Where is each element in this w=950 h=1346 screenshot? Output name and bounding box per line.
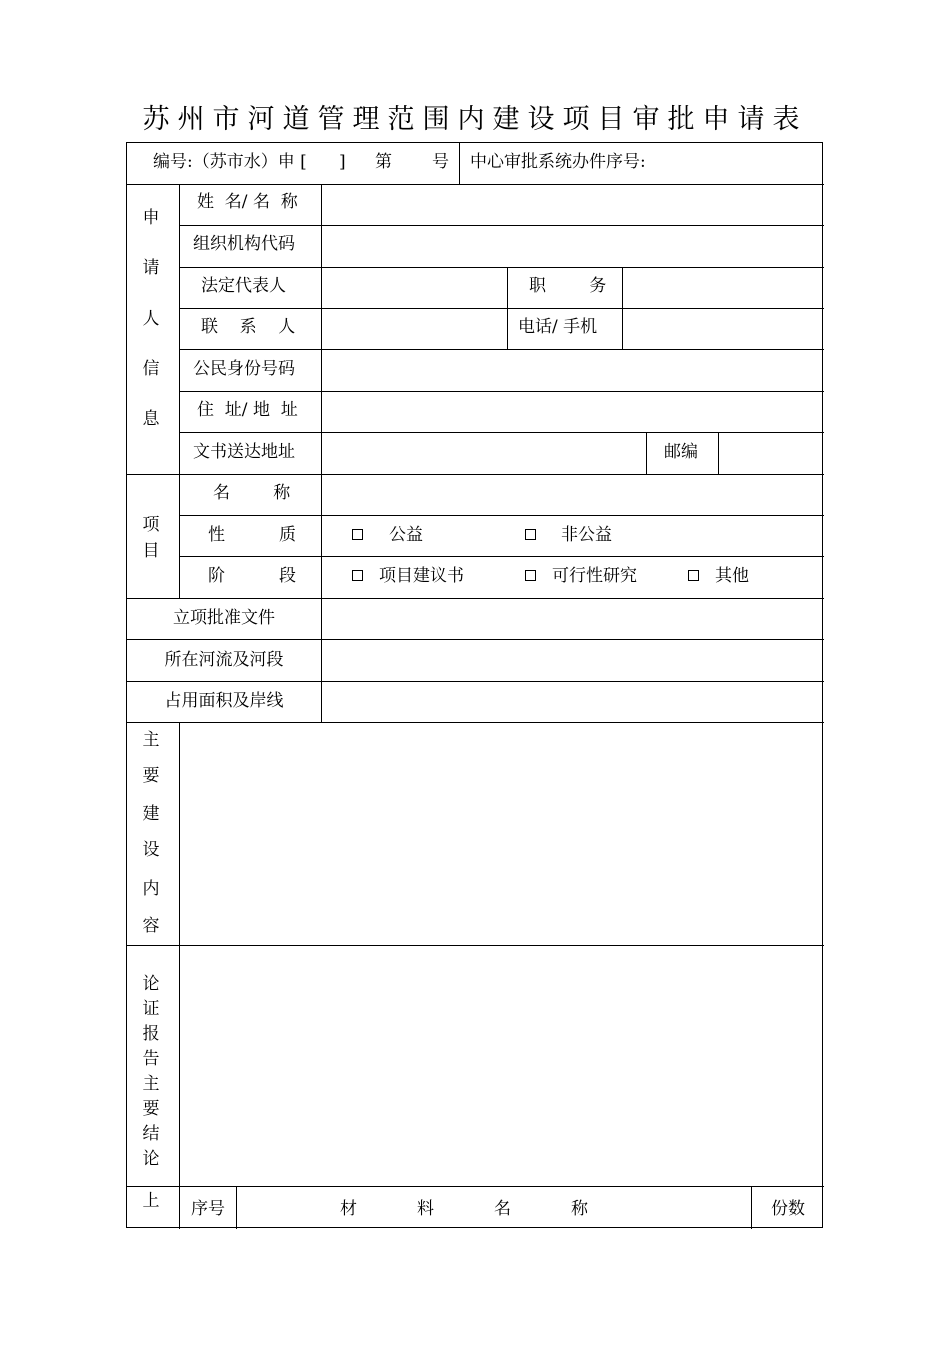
contact-label: 联 系 人 xyxy=(201,317,296,337)
section-char: 要 xyxy=(142,1099,160,1119)
conclusion-field[interactable] xyxy=(180,946,823,1186)
legal-rep-label: 法定代表人 xyxy=(201,276,286,296)
id-label: 公民身份号码 xyxy=(193,359,295,379)
section-char: 要 xyxy=(142,766,160,786)
proposal-option-label: 项目建议书 xyxy=(379,566,464,586)
river-field[interactable] xyxy=(322,640,823,681)
doc-address-field[interactable] xyxy=(322,433,646,474)
serial-label: 编号:（苏市水）申 [ xyxy=(153,152,307,172)
col-divider xyxy=(646,432,647,474)
section-char: 人 xyxy=(142,309,160,329)
section-char: 项 xyxy=(142,515,160,535)
phone-label: 电话/ 手机 xyxy=(518,317,598,337)
section-char: 请 xyxy=(142,258,160,278)
postcode-label: 邮编 xyxy=(664,442,698,462)
section-char: 建 xyxy=(142,804,160,824)
address-field[interactable] xyxy=(322,392,823,432)
section-char: 报 xyxy=(142,1024,160,1044)
applicant-section-label xyxy=(140,184,162,474)
section-char: 论 xyxy=(142,1149,160,1169)
serial-di: 第 xyxy=(375,152,392,172)
section-char: 信 xyxy=(142,359,160,379)
other-checkbox[interactable] xyxy=(688,570,699,581)
section-char: 内 xyxy=(142,879,160,899)
section-char: 息 xyxy=(142,409,160,429)
section-char: 主 xyxy=(142,1074,160,1094)
non-public-welfare-checkbox[interactable] xyxy=(525,529,536,540)
section-char: 主 xyxy=(142,730,160,750)
seq-label: 序号 xyxy=(191,1199,225,1219)
section-char: 告 xyxy=(142,1049,160,1069)
main-content-field[interactable] xyxy=(180,723,823,945)
application-form xyxy=(126,142,823,1228)
serial-bracket-close: ] xyxy=(339,152,346,172)
org-code-field[interactable] xyxy=(322,226,823,267)
material-name-char: 料 xyxy=(417,1199,434,1219)
section-char: 结 xyxy=(142,1124,160,1144)
section-char: 设 xyxy=(142,840,160,860)
public-welfare-checkbox[interactable] xyxy=(352,529,363,540)
area-field[interactable] xyxy=(322,682,823,722)
col-divider xyxy=(236,1186,237,1229)
position-field[interactable] xyxy=(623,268,823,308)
position-label: 职 务 xyxy=(529,276,607,296)
phone-field[interactable] xyxy=(623,309,823,349)
name-label: 姓 名/ 名 称 xyxy=(197,192,298,212)
name-field[interactable] xyxy=(322,185,823,225)
address-label: 住 址/ 地 址 xyxy=(197,400,298,420)
row-divider xyxy=(179,515,824,516)
project-nature-label: 性 质 xyxy=(208,525,297,545)
main-content-label xyxy=(140,722,162,945)
org-code-label: 组织机构代码 xyxy=(193,234,295,254)
project-section-label xyxy=(140,474,162,598)
non-public-welfare-option-label: 非公益 xyxy=(561,525,612,545)
public-welfare-option-label: 公益 xyxy=(389,525,423,545)
col-divider xyxy=(507,267,508,349)
serial-hao: 号 xyxy=(432,152,449,172)
section-char: 目 xyxy=(142,541,160,561)
project-stage-label: 阶 段 xyxy=(208,566,297,586)
row-divider xyxy=(179,556,824,557)
col-divider xyxy=(459,143,460,184)
materials-section-char: 上 xyxy=(142,1191,160,1211)
row-divider xyxy=(127,1186,824,1187)
area-label: 占用面积及岸线 xyxy=(164,691,284,711)
other-option-label: 其他 xyxy=(715,566,749,586)
material-name-char: 称 xyxy=(571,1199,588,1219)
feasibility-option-label: 可行性研究 xyxy=(552,566,637,586)
legal-rep-field[interactable] xyxy=(322,268,507,308)
postcode-field[interactable] xyxy=(719,433,823,474)
section-char: 容 xyxy=(142,916,160,936)
approval-doc-label: 立项批准文件 xyxy=(173,608,275,628)
material-name-char: 名 xyxy=(494,1199,511,1219)
project-name-field[interactable] xyxy=(322,475,823,515)
section-char: 证 xyxy=(142,999,160,1019)
id-number-field[interactable] xyxy=(322,350,823,391)
contact-field[interactable] xyxy=(322,309,507,349)
center-serial-label: 中心审批系统办件序号: xyxy=(470,152,646,172)
river-label: 所在河流及河段 xyxy=(164,650,284,670)
proposal-checkbox[interactable] xyxy=(352,570,363,581)
section-char: 申 xyxy=(142,208,160,228)
copies-label: 份数 xyxy=(771,1199,805,1219)
doc-address-label: 文书送达地址 xyxy=(193,442,295,462)
material-name-char: 材 xyxy=(340,1199,357,1219)
form-title: 苏州市河道管理范围内建设项目审批申请表 xyxy=(142,104,808,135)
section-char: 论 xyxy=(142,974,160,994)
conclusion-label xyxy=(140,945,162,1186)
project-name-label: 名 称 xyxy=(213,483,291,503)
col-divider xyxy=(179,184,180,598)
approval-doc-field[interactable] xyxy=(322,599,823,639)
feasibility-checkbox[interactable] xyxy=(525,570,536,581)
